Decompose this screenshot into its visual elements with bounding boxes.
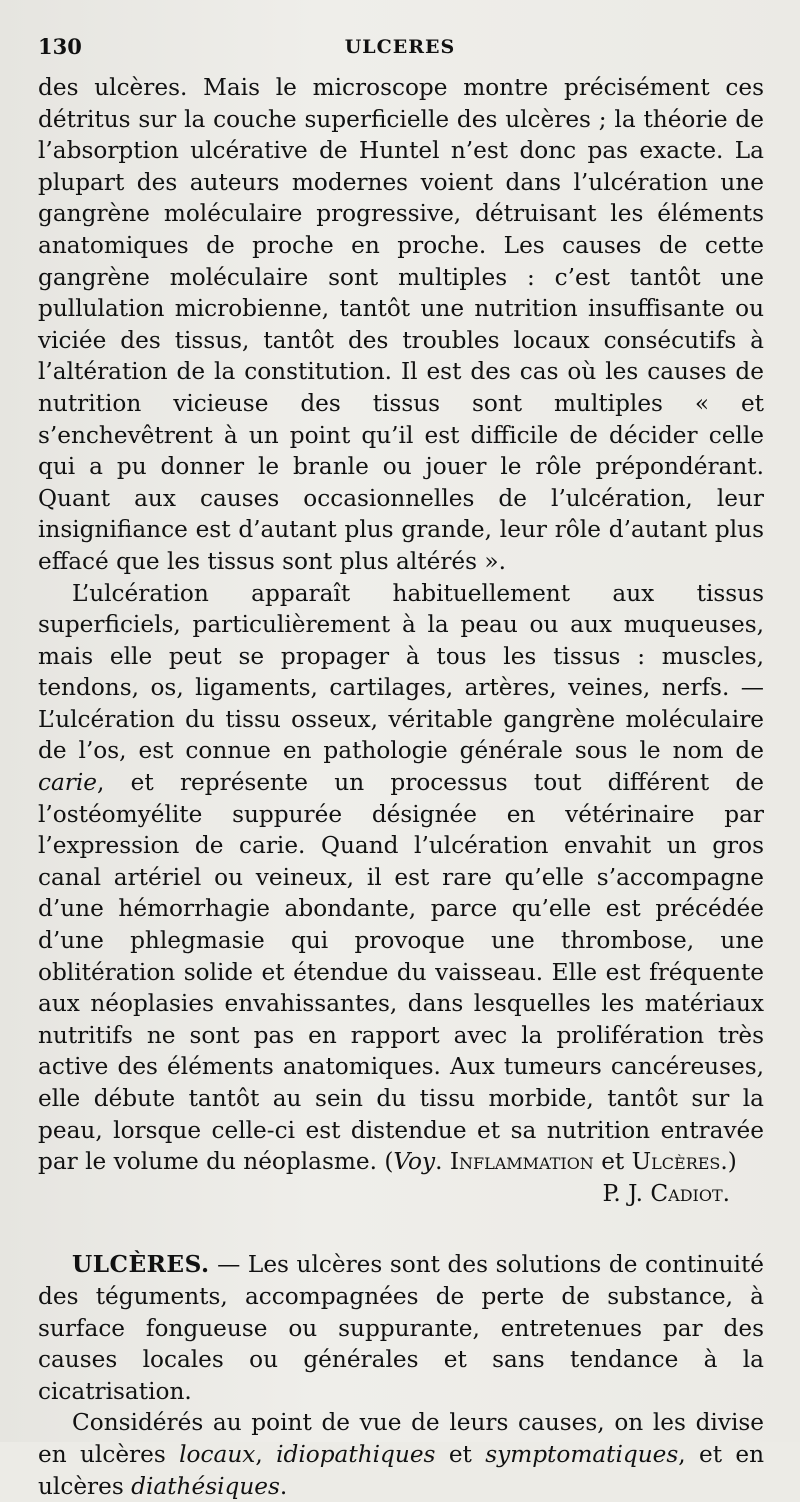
text-run: .) [720, 1148, 737, 1176]
page-number: 130 [38, 34, 82, 59]
italic-term: diathésiques [131, 1472, 280, 1500]
italic-term: carie [38, 769, 98, 797]
entry-title: ULCÈRES. [72, 1251, 210, 1279]
paragraph: L’ulcération apparaît habituellement aux tissus superficiels, particulièrement à la peau ou aux muqueuses, mais elle peut se propager à tous les tissus : muscles, tendons, os, ligaments, cartilages, artères, veines, nerfs. — L’ulcération du tissu osseux, véritable gangrène moléculaire de l’os, est connue en pathologie générale sous le nom de carie, et représente un processus tout différent de l’ostéomyélite suppurée désignée en vétérinaire par l’expression de carie. Quand l’ulcération envahit un gros canal artériel ou veineux, il est rare qu’elle s’accompagne d’une hémorrhagie abondante, parce qu’elle est précédée d’une phlegmasie qui provoque une thrombose, une oblitération solide et étendue du vaisseau. Elle est fréquente aux néoplasies envahissantes, dans lesquelles les matériaux nutritifs ne sont pas en rapport avec la prolifération très active des éléments anatomiques. Aux tumeurs cancéreuses, elle débute tantôt au sein du tissu morbide, tantôt sur la peau, lorsque celle-ci est distendue et sa nutrition entravée par le volume du néoplasme. (Voy. Inflammation et Ulcères.) [38, 579, 764, 1176]
text-run: et [601, 1148, 625, 1176]
cross-reference: Inflammation [449, 1148, 594, 1176]
author-signature: P. J. Cadiot. [602, 1179, 730, 1207]
italic-term: idiopathiques [276, 1440, 436, 1468]
text-run: , et en ulcères [38, 1440, 765, 1500]
paragraph: des ulcères. Mais le microscope montre précisément ces détritus sur la couche superficielle des ulcères ; la théorie de l’absorption ulcérative de Huntel n’est donc pas exacte. La plupart des auteurs modernes voient dans l’ulcération une gangrène moléculaire progressive, détruisant les éléments anatomiques de proche en proche. Les causes de cette gangrène moléculaire sont multiples : c’est tantôt une pullulation microbienne, tantôt une nutrition insuffisante ou viciée des tissus, tantôt des troubles locaux consécutifs à l’altération de la constitution. Il est des cas où les causes de nutrition vicieuse des tissus sont multiples « et s’enchevêtrent à un point qu’il est difficile de décider celle qui a pu donner le branle ou jouer le rôle prépondérant. Quant aux causes occasionnelles de l’ulcération, leur insignifiance est d’autant plus grande, leur rôle d’autant plus effacé que les tissus sont plus altérés ». [38, 74, 764, 575]
text-run: Considérés au point de vue de leurs causes, on les divise en ulcères [38, 1409, 764, 1468]
text-run: L’ulcération apparaît habituellement aux tissus superficiels, particulièrement à la peau ou aux muqueuses, mais elle peut se propager à tous les tissus : muscles, tendons, os, ligaments, cartilages, artères, veines, nerfs. — L’ulcération du tissu osseux, véritable gangrène moléculaire de l’os, est connue en pathologie générale sous le nom de [38, 579, 764, 765]
italic-term: symptomatiques [485, 1440, 679, 1468]
text-run: . [279, 1472, 288, 1500]
running-head: ULCERES [344, 36, 456, 58]
paragraph [38, 1407, 764, 1502]
page-header [38, 34, 762, 68]
cross-reference: Ulcères [631, 1148, 721, 1176]
italic-term: Voy [393, 1148, 436, 1176]
page-body [38, 72, 764, 1502]
italic-term: locaux [179, 1440, 256, 1468]
text-run: — Les ulcères sont des solutions de continuité des téguments, accompagnées de perte de substance, à surface fongueuse ou suppurante, entretenues par des causes locales ou générales et sans tendance à la cicatrisation. [38, 1251, 764, 1405]
text-run: , et représente un processus tout différent de l’ostéomyélite suppurée désignée en vétérinaire par l’expression de carie. Quand l’ulcération envahit un gros canal artériel ou veineux, il est rare qu’elle s’accompagne d’une hémorrhagie abondante, parce qu’elle est précédée d’une phlegmasie qui provoque une thrombose, une oblitération solide et étendue du vaisseau. Elle est fréquente aux néoplasies envahissantes, dans lesquelles les matériaux nutritifs ne sont pas en rapport avec la prolifération très active des éléments anatomiques. Aux tumeurs cancéreuses, elle débute tantôt au sein du tissu morbide, tantôt sur la peau, lorsque celle-ci est distendue et sa nutrition entravée par le volume du néoplasme. ( [38, 769, 764, 1176]
text-run: et [448, 1440, 472, 1468]
text-run: , [255, 1440, 263, 1468]
section-gap [38, 1209, 764, 1249]
paragraph [38, 1249, 764, 1407]
